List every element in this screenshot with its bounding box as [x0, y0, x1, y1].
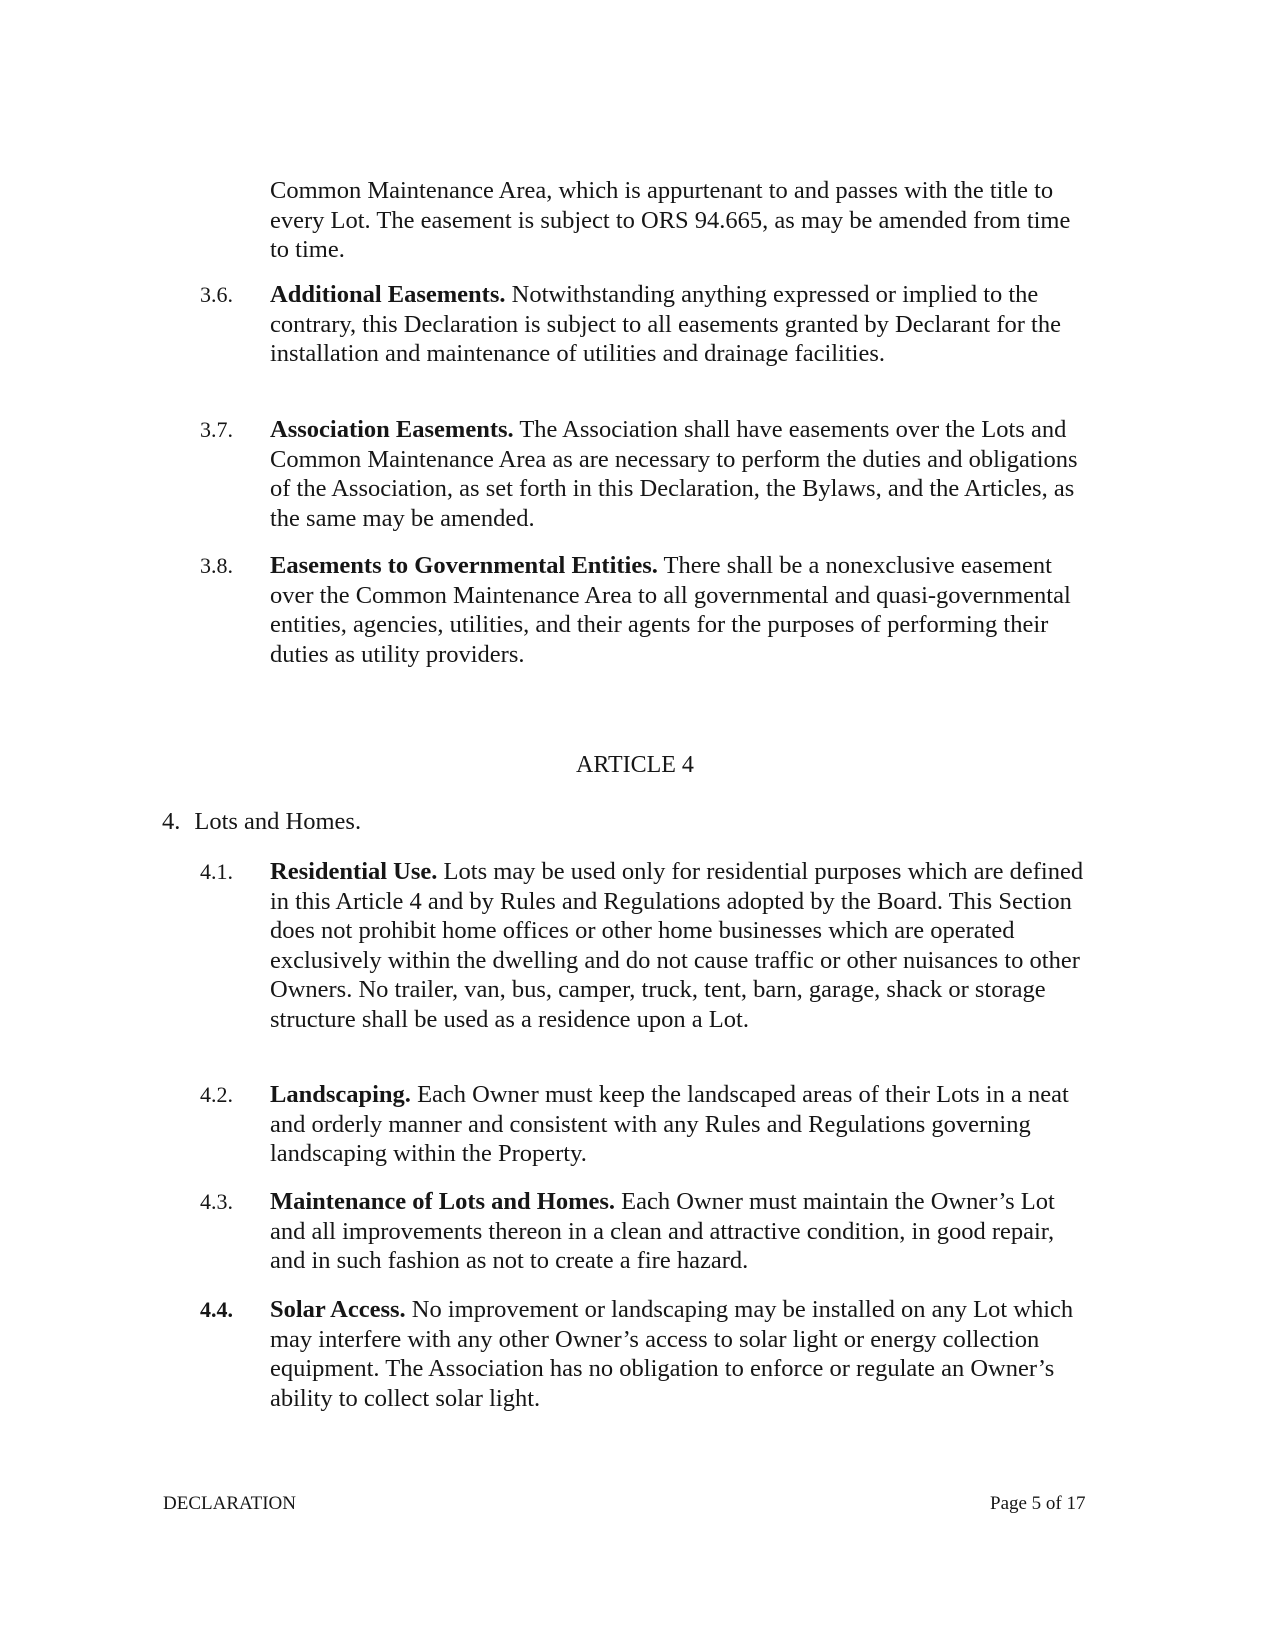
section-title: Maintenance of Lots and Homes.	[270, 1188, 616, 1215]
section-title: Landscaping.	[270, 1081, 411, 1108]
article-number: 4.	[162, 808, 181, 835]
section-number: 4.2.	[200, 1082, 233, 1107]
section-title: Additional Easements.	[270, 281, 506, 308]
section-body	[270, 1080, 1090, 1169]
section-title: Residential Use.	[270, 858, 438, 885]
section-title: Association Easements.	[270, 416, 514, 443]
section-text: There shall be a nonexclusive easement over the Common Maintenance Area to all governmental and quasi-governmental entities, agencies, utilities, and their agents for the purposes of performing their duties as utility providers.	[270, 552, 1071, 668]
section-body	[270, 857, 1090, 1035]
section-number: 3.7.	[200, 417, 233, 442]
section-number: 4.3.	[200, 1189, 233, 1214]
section-body	[270, 280, 1090, 369]
section-number: 3.8.	[200, 553, 233, 578]
section-title: Solar Access.	[270, 1296, 406, 1323]
section-body	[270, 551, 1090, 669]
section-text: Lots may be used only for residential purposes which are defined in this Article 4 and by Rules and Regulations adopted by the Board. This Section does not prohibit home offices or other home businesses which are operated exclusively within the dwelling and do not cause traffic or other nuisances to other Owners. No trailer, van, bus, camper, truck, tent, barn, garage, shack or storage structure shall be used as a residence upon a Lot.	[270, 858, 1084, 1033]
section-body	[270, 1187, 1090, 1276]
section-text: No improvement or landscaping may be installed on any Lot which may interfere with any other Owner’s access to solar light or energy collection equipment. The Association has no obligation to enforce or regulate an Owner’s ability to collect solar light.	[270, 1296, 1074, 1412]
section-number: 4.1.	[200, 859, 233, 884]
section-title: Easements to Governmental Entities.	[270, 552, 658, 579]
section-body	[270, 415, 1090, 533]
section-number: 4.4.	[200, 1297, 233, 1322]
section-body	[270, 1295, 1090, 1413]
section-number: 3.6.	[200, 282, 233, 307]
article-heading: ARTICLE 4	[576, 752, 694, 778]
footer-page-number: Page 5 of 17	[990, 1493, 1086, 1514]
continuation-paragraph: Common Maintenance Area, which is appurtenant to and passes with the title to every Lot. The easement is subject to ORS 94.665, as may be amended from time to time.	[270, 177, 1071, 264]
article-title-text: Lots and Homes.	[194, 808, 362, 835]
section-text: Each Owner must maintain the Owner’s Lot and all improvements thereon in a clean and attractive condition, in good repair, and in such fashion as not to create a fire hazard.	[270, 1188, 1055, 1275]
footer-document-name: DECLARATION	[163, 1493, 296, 1514]
section-text: The Association shall have easements over the Lots and Common Maintenance Area as are necessary to perform the duties and obligations of the Association, as set forth in this Declaration, the Bylaws, and the Articles, as the same may be amended.	[270, 416, 1078, 532]
section-text: Each Owner must keep the landscaped areas of their Lots in a neat and orderly manner and consistent with any Rules and Regulations governing landscaping within the Property.	[270, 1081, 1069, 1168]
section-text: Notwithstanding anything expressed or implied to the contrary, this Declaration is subject to all easements granted by Declarant for the installation and maintenance of utilities and drainage facilities.	[270, 281, 1061, 368]
article-title	[162, 808, 361, 836]
